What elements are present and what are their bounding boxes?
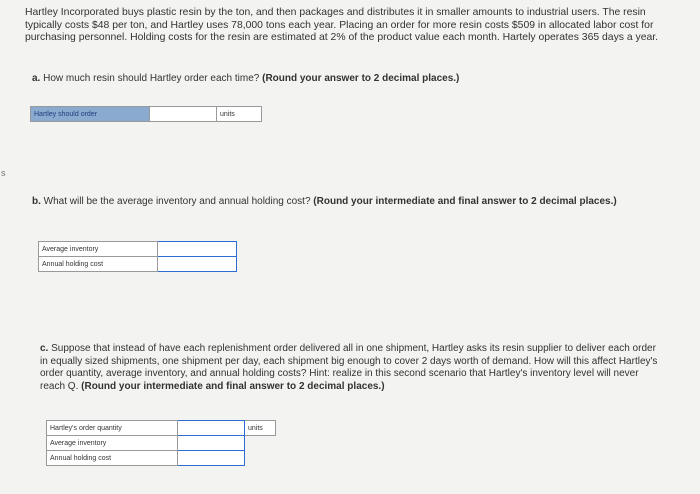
- c-average-inventory-label: Average inventory: [47, 436, 178, 451]
- question-a-text: How much resin should Hartley order each time?: [40, 73, 263, 84]
- c-order-quantity-input[interactable]: [178, 421, 245, 436]
- question-b: [32, 196, 672, 209]
- question-c-letter: c.: [40, 343, 49, 354]
- annual-holding-cost-input[interactable]: [158, 257, 237, 272]
- c-order-quantity-label: Hartley's order quantity: [47, 421, 178, 436]
- average-inventory-label: Average inventory: [39, 242, 158, 257]
- question-b-instruction: (Round your intermediate and final answer to 2 decimal places.): [313, 196, 617, 207]
- question-c-text: Suppose that instead of have each replenishment order delivered all in one shipment, Hartley asks its resin supplier to deliver each order in equally sized shipments, one shipment per day, each shipment big enough to cover 2 days worth of demand. How will this affect Hartley's order quantity, average inventory, and annual holding costs? Hint: realize in this second scenario that Hartley's inventory level will never reach Q.: [40, 343, 658, 392]
- table-row: [31, 107, 262, 122]
- c-annual-holding-cost-input[interactable]: [178, 451, 245, 466]
- question-a: [32, 73, 672, 86]
- table-row: [39, 242, 237, 257]
- answer-table-b: [38, 241, 237, 272]
- question-a-instruction: (Round your answer to 2 decimal places.): [262, 73, 460, 84]
- question-c-instruction: (Round your intermediate and final answer to 2 decimal places.): [81, 380, 385, 392]
- order-quantity-unit: units: [217, 107, 262, 122]
- order-quantity-input[interactable]: [150, 107, 217, 122]
- question-b-letter: b.: [32, 196, 41, 207]
- table-row: [47, 421, 276, 436]
- answer-table-c: [46, 420, 276, 466]
- annual-holding-cost-label: Annual holding cost: [39, 257, 158, 272]
- question-a-letter: a.: [32, 73, 41, 84]
- question-c: [40, 343, 660, 393]
- question-b-text: What will be the average inventory and annual holding cost?: [40, 196, 314, 207]
- problem-intro: Hartley Incorporated buys plastic resin by the ton, and then packages and distributes it in smaller amounts to industrial users. The resin typically costs $48 per ton, and Hartley uses 78,000 tons each year. Placing an order for more resin costs $509 in allocated labor cost for purchasing personnel. Holding costs for the resin are estimated at 2% of the product value each month. Hartely operates 365 days a year.: [25, 7, 659, 44]
- average-inventory-input[interactable]: [158, 242, 237, 257]
- c-annual-holding-cost-label: Annual holding cost: [47, 451, 178, 466]
- table-row: [47, 436, 276, 451]
- answer-table-a: [30, 106, 262, 122]
- c-order-quantity-unit: units: [245, 421, 276, 436]
- side-mark: s: [1, 168, 6, 178]
- order-quantity-label: Hartley should order: [31, 107, 150, 122]
- table-row: [47, 451, 276, 466]
- table-row: [39, 257, 237, 272]
- c-average-inventory-input[interactable]: [178, 436, 245, 451]
